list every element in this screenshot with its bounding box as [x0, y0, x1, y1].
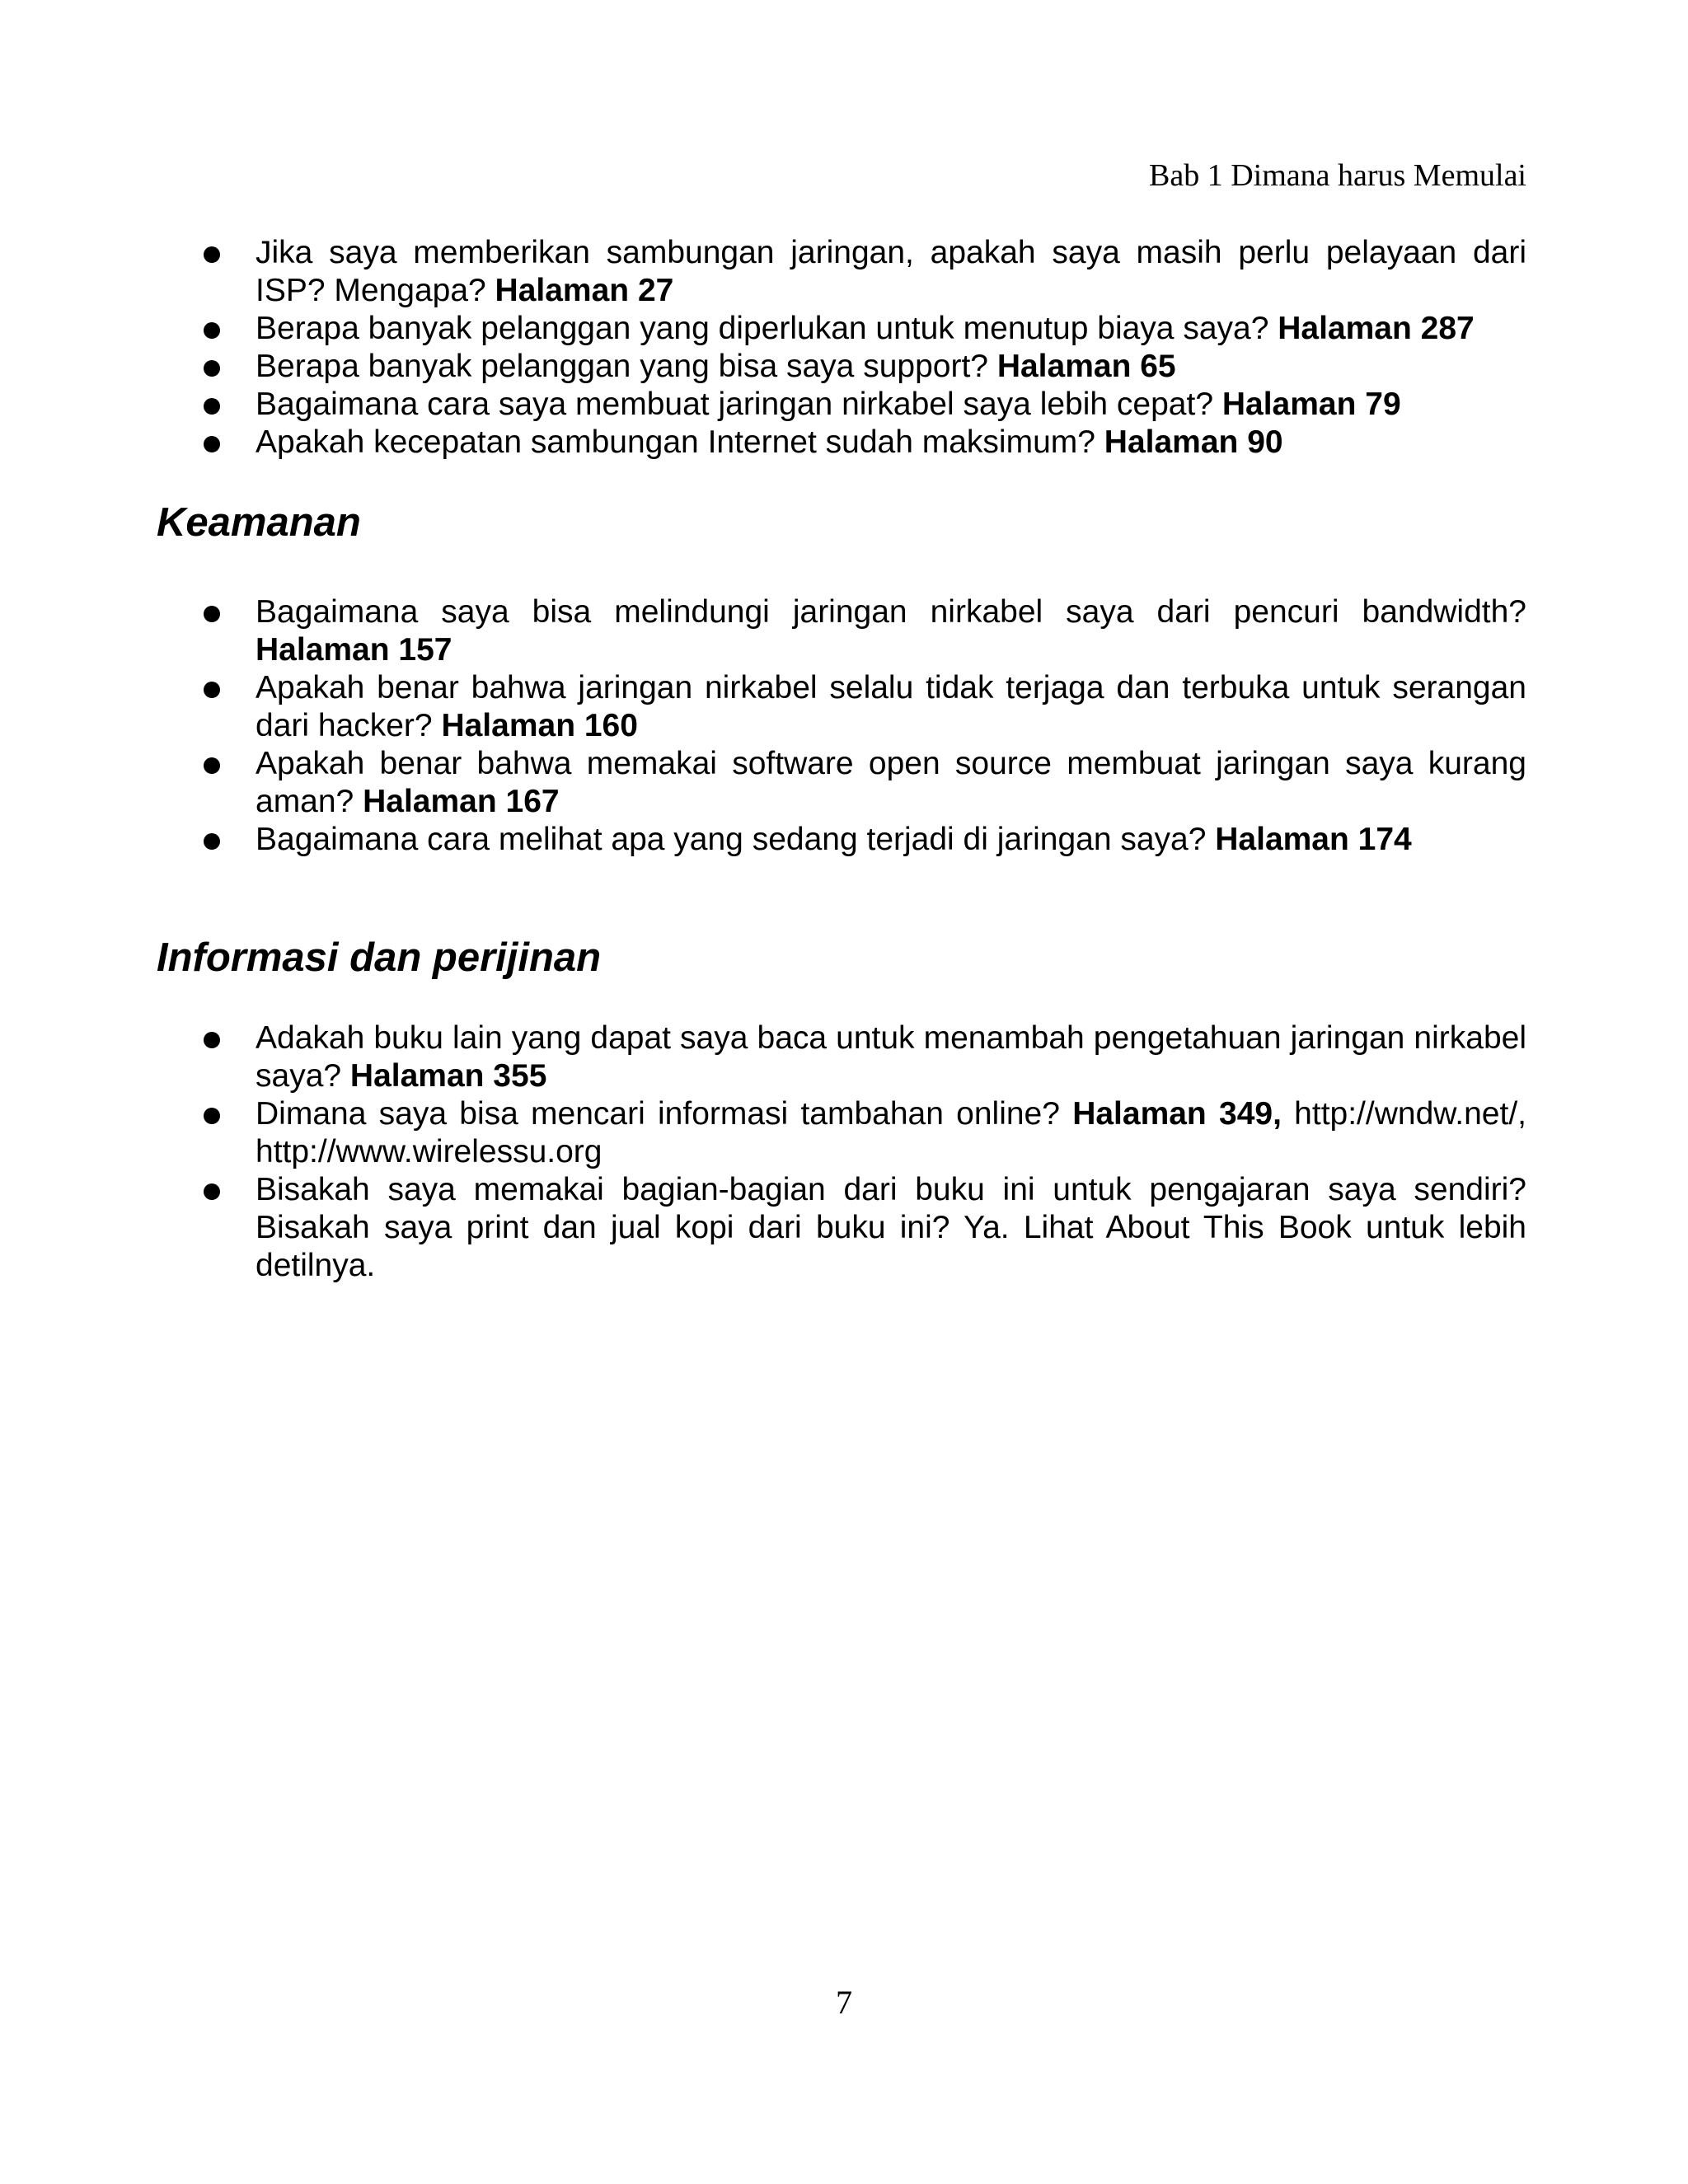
keamanan-question-list: [0, 593, 1688, 859]
question-text: Bagaimana cara melihat apa yang sedang terjadi di jaringan saya?: [256, 822, 1216, 857]
section-heading-informasi: Informasi dan perijinan: [157, 935, 602, 980]
page-reference: Halaman 174: [1215, 822, 1412, 857]
bullet-icon: [204, 436, 220, 452]
question-text: Adakah buku lain yang dapat saya baca untuk menambah pengetahuan jaringan nirkabel saya?: [256, 1020, 1526, 1094]
question-text: Apakah benar bahwa memakai software open source membuat jaringan saya kurang aman?: [256, 746, 1526, 819]
page-reference: Halaman 355: [349, 1058, 547, 1094]
page-reference: Halaman 157: [256, 632, 452, 668]
question-text: Jika saya memberikan sambungan jaringan, apakah saya masih perlu pelayaan dari ISP? Mengapa?: [256, 235, 1526, 308]
page-reference: Halaman 65: [996, 349, 1176, 384]
list-item: [0, 1095, 1688, 1171]
intro-question-list: [0, 234, 1688, 462]
bullet-icon: [204, 757, 220, 774]
section-heading-keamanan: Keamanan: [157, 500, 361, 545]
question-text: Berapa banyak pelanggan yang bisa saya support?: [256, 349, 997, 384]
question-text: Bagaimana cara saya membuat jaringan nirkabel saya lebih cepat?: [256, 387, 1222, 422]
page-reference: Halaman 79: [1221, 387, 1401, 422]
bullet-icon: [204, 606, 220, 622]
page-reference: Halaman 349,: [1072, 1096, 1282, 1132]
list-item: [0, 424, 1688, 462]
list-item: [0, 821, 1688, 859]
url-text: http://wndw.net/, http://www.wirelessu.org: [256, 1096, 1527, 1169]
list-item: [0, 386, 1688, 424]
bullet-icon: [204, 1183, 220, 1200]
question-text: Berapa banyak pelanggan yang diperlukan untuk menutup biaya saya?: [256, 311, 1278, 346]
page-reference: Halaman 27: [495, 273, 674, 308]
bullet-icon: [204, 1032, 220, 1048]
list-item: [0, 1019, 1688, 1095]
list-item: [0, 234, 1688, 310]
bullet-icon: [204, 682, 220, 698]
question-text: Bisakah saya memakai bagian-bagian dari buku ini untuk pengajaran saya sendiri? Bisakah saya print dan jual kopi dari buku ini? Ya. Lihat About This Book untuk lebih detilnya.: [256, 1172, 1526, 1283]
list-item: [0, 348, 1688, 386]
bullet-icon: [204, 398, 220, 415]
question-text: Bagaimana saya bisa melindungi jaringan nirkabel saya dari pencuri bandwidth?: [256, 594, 1526, 630]
list-item: [0, 669, 1688, 745]
page-reference: Halaman 167: [363, 784, 560, 819]
list-item: [0, 1171, 1688, 1285]
question-text: Apakah benar bahwa jaringan nirkabel selalu tidak terjaga dan terbuka untuk serangan dari hacker?: [256, 670, 1526, 743]
question-text: Apakah kecepatan sambungan Internet sudah maksimum?: [256, 424, 1104, 460]
page-reference: Halaman 90: [1104, 424, 1283, 460]
question-text: Dimana saya bisa mencari informasi tambahan online?: [256, 1096, 1073, 1132]
page-reference: Halaman 287: [1278, 311, 1475, 346]
informasi-question-list: [0, 1019, 1688, 1285]
page-number: 7: [836, 1984, 852, 2021]
bullet-icon: [204, 1108, 220, 1124]
bullet-icon: [204, 833, 220, 850]
bullet-icon: [204, 246, 220, 263]
running-header: Bab 1 Dimana harus Memulai: [1148, 158, 1526, 193]
list-item: [0, 593, 1688, 669]
list-item: [0, 745, 1688, 821]
bullet-icon: [204, 322, 220, 339]
bullet-icon: [204, 360, 220, 377]
page-reference: Halaman 160: [441, 708, 638, 743]
list-item: [0, 310, 1688, 348]
